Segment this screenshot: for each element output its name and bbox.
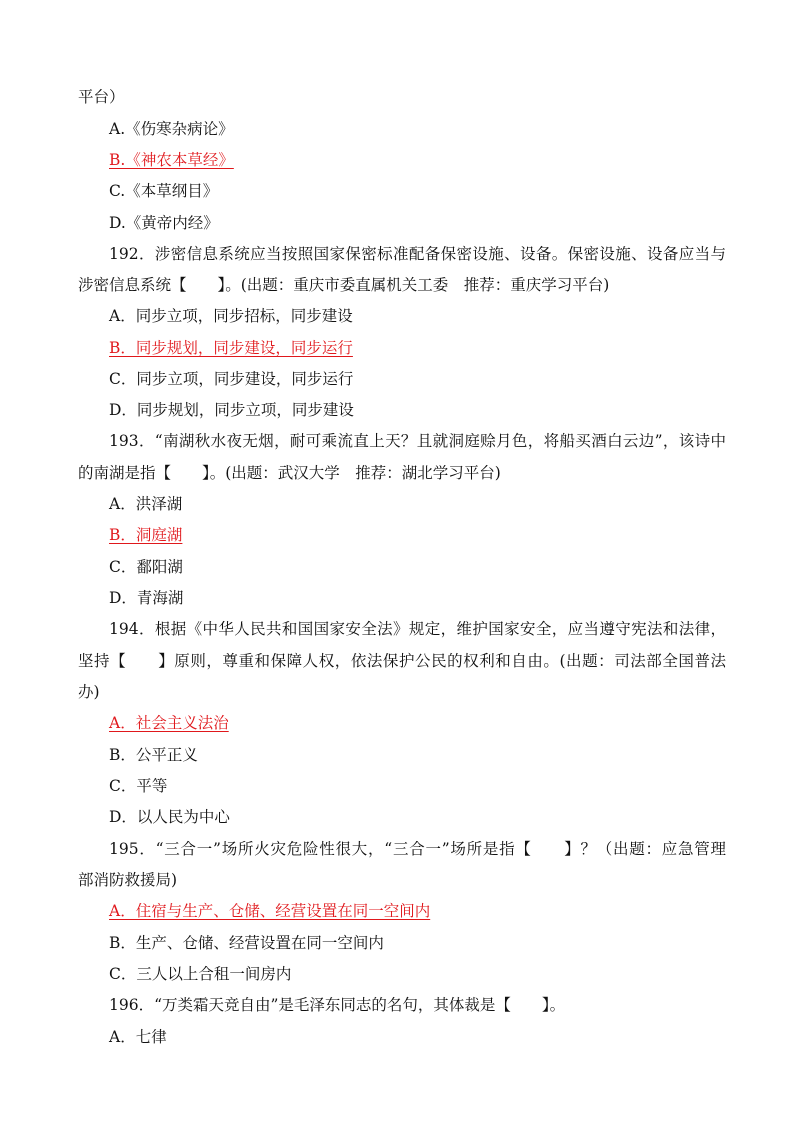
option-b-194: B．公平正义 [109,746,198,764]
option-c-193: C．鄱阳湖 [109,558,183,576]
option-c-192: C．同步立项，同步建设，同步运行 [109,370,354,388]
question-195-stem: 195．“三合一”场所火灾危险性很大，“三合一”场所是指【 】？（出题：应急管理 [109,840,726,858]
option-a-194-correct: A．社会主义法治 [109,714,229,732]
question-195-stem-end: 部消防救援局) [78,871,178,889]
question-191-stem-end: 平台） [78,88,125,106]
option-d-191: D.《黄帝内经》 [109,214,219,232]
question-192-stem: 192．涉密信息系统应当按照国家保密标准配备保密设施、设备。保密设施、设备应当与 [109,245,726,263]
option-b-195: B．生产、仓储、经营设置在同一空间内 [109,934,384,952]
option-b-192-correct: B．同步规划，同步建设，同步运行 [109,339,353,357]
question-194-stem-end: 办) [78,683,100,701]
question-196-stem: 196．“万类霜天竞自由”是毛泽东同志的名句，其体裁是【 】。 [109,996,566,1014]
option-a-191: A.《伤寒杂病论》 [109,120,234,138]
option-d-193: D．青海湖 [109,589,184,607]
question-192-stem-end: 涉密信息系统【 】。(出题：重庆市委直属机关工委 推荐：重庆学习平台) [78,276,610,294]
option-d-192: D．同步规划，同步立项，同步建设 [109,401,354,419]
option-a-195-correct: A．住宿与生产、仓储、经营设置在同一空间内 [109,902,431,920]
option-a-192: A．同步立项，同步招标，同步建设 [109,307,353,325]
option-c-194: C．平等 [109,777,168,795]
option-b-191-correct: B.《神农本草经》 [109,151,234,169]
option-b-193-correct: B．洞庭湖 [109,526,183,544]
question-193-stem: 193．“南湖秋水夜无烟，耐可乘流直上天？且就洞庭赊月色，将船买酒白云边”，该诗中 [109,432,726,450]
question-194-stem: 194．根据《中华人民共和国国家安全法》规定，维护国家安全，应当遵守宪法和法律， [109,620,726,638]
option-a-193: A．洪泽湖 [109,495,183,513]
option-a-196: A．七律 [109,1028,167,1046]
option-c-195: C．三人以上合租一间房内 [109,965,292,983]
option-c-191: C.《本草纲目》 [109,182,219,200]
question-194-stem-line2: 坚持【 】原则，尊重和保障人权，依法保护公民的权利和自由。(出题：司法部全国普法 [78,652,726,670]
question-193-stem-end: 的南湖是指【 】。(出题：武汉大学 推荐：湖北学习平台) [78,464,501,482]
option-d-194: D．以人民为中心 [109,808,230,826]
